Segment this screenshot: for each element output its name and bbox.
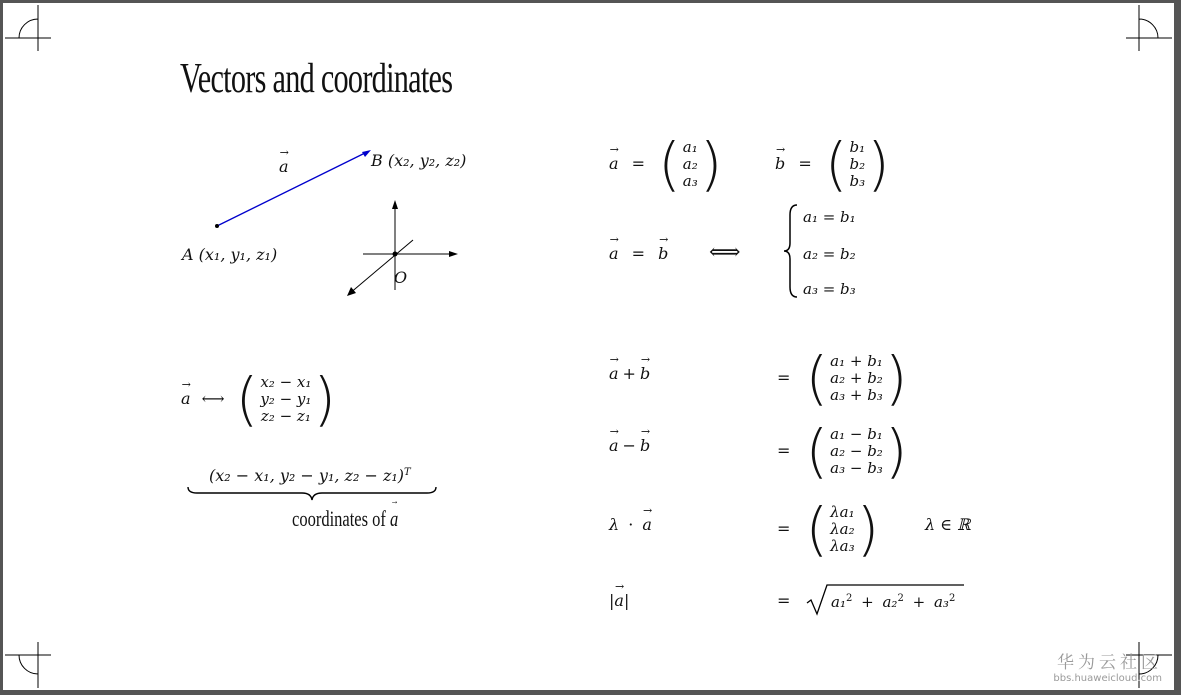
- a-entry-3: a₃: [682, 171, 698, 190]
- sq-3: 2: [948, 593, 956, 604]
- a-entry-2: a₂: [682, 154, 698, 173]
- equality-lhs: [609, 244, 668, 263]
- eq-sign: =: [631, 244, 646, 263]
- coords-transpose: [209, 466, 411, 485]
- vector-a-arrowhead: [362, 150, 371, 157]
- origin-dot: [393, 252, 398, 257]
- b-entry-2: b₂: [849, 154, 866, 173]
- b-entry-3: b₃: [849, 171, 866, 190]
- x-axis-arrowhead: [347, 287, 356, 296]
- sum-lhs: → a +→ b: [609, 364, 650, 383]
- eq-vec-b: → b: [658, 244, 668, 263]
- point-b-label: B (x₂, y₂, z₂): [371, 151, 467, 170]
- document-page: [3, 3, 1174, 690]
- diff-lhs: → a −→ b: [609, 436, 650, 455]
- case-1: a₁ = b₁: [803, 208, 856, 226]
- iff-symbol: ⟺: [709, 240, 741, 265]
- def-a-column: ( a₁ a₂ a₃ ): [658, 130, 723, 198]
- crop-mark-top-right: [1126, 5, 1172, 51]
- plus-1: +: [861, 593, 874, 611]
- def-b: [775, 130, 890, 198]
- a-entry-1: a₁: [682, 137, 698, 156]
- coords-entry-3: z₂ − z₁: [260, 406, 311, 425]
- z-axis-arrowhead: [392, 200, 398, 209]
- sum-entry-1: a₁ + b₁: [830, 351, 883, 370]
- case-2: a₂ = b₂: [803, 245, 856, 263]
- watermark: [1053, 648, 1162, 684]
- lambda-domain: λ ∈ ℝ: [925, 515, 971, 534]
- caption-vector: → a: [390, 506, 398, 532]
- def-b-eq: =: [798, 153, 812, 173]
- coords-column-vector: [235, 365, 337, 433]
- long-left-right-arrow: ⟷: [201, 388, 225, 408]
- coords-entry-1: x₂ − x₁: [260, 372, 312, 391]
- origin-label: O: [394, 268, 408, 287]
- scalar-eq: =: [777, 518, 791, 538]
- scalar-entry-2: λa₂: [830, 519, 855, 538]
- vector-a-line: [217, 152, 367, 226]
- underbrace: [187, 486, 437, 502]
- transpose-sup: T: [404, 467, 411, 478]
- def-a-vec: → a: [609, 154, 619, 173]
- point-a-dot: [215, 224, 219, 228]
- crop-mark-top-left: [5, 5, 51, 51]
- eq-vec-a: → a: [609, 244, 619, 263]
- crop-mark-bottom-left: [5, 642, 51, 688]
- coords-col: [258, 374, 313, 425]
- page-title: Vectors and coordinates: [180, 56, 453, 102]
- vector-a-label: → a: [279, 157, 289, 176]
- scalar-lhs: λ · → a: [609, 515, 652, 534]
- norm-term-1: a₁: [831, 593, 846, 611]
- sum-entry-3: a₃ + b₃: [830, 385, 883, 404]
- b-entry-1: b₁: [849, 137, 866, 156]
- norm-eq: =: [777, 591, 791, 610]
- diff-entry-3: a₃ − b₃: [830, 458, 883, 477]
- coords-entry-2: y₂ − y₁: [260, 389, 312, 408]
- diff-entry-1: a₁ − b₁: [830, 424, 883, 443]
- coords-lhs: → a: [181, 389, 191, 408]
- def-a: [609, 130, 723, 198]
- def-a-eq: =: [631, 153, 646, 173]
- sq-2: 2: [897, 593, 904, 604]
- coords-caption: [292, 506, 398, 532]
- point-a-label: A (x₁, y₁, z₁): [182, 245, 278, 264]
- cases-brace: [781, 203, 801, 299]
- case-3: a₃ = b₃: [803, 280, 856, 298]
- norm-term-2: a₂: [882, 593, 898, 611]
- scalar-column: ( λa₁ λa₂ λa₃ ): [805, 495, 880, 563]
- caption-text: coordinates of: [292, 506, 386, 531]
- diff-op: −: [622, 436, 636, 455]
- sum-eq: =: [777, 367, 791, 387]
- sq-1: 2: [845, 593, 853, 604]
- coords-tuple: (x₂ − x₁, y₂ − y₁, z₂ − z₁): [209, 466, 405, 485]
- norm-radicand: [831, 593, 955, 611]
- norm-lhs: |→ a|: [609, 591, 629, 610]
- def-b-vec: → b: [775, 154, 785, 173]
- sum-column: ( a₁ + b₁ a₂ + b₂ a₃ + b₃ ): [805, 344, 908, 412]
- scalar-lambda: λ: [609, 515, 620, 534]
- watermark-brand: 华为云社区: [1057, 653, 1162, 673]
- diff-column: ( a₁ − b₁ a₂ − b₂ a₃ − b₃ ): [805, 417, 908, 485]
- scalar-entry-1: λa₁: [830, 502, 855, 521]
- coords-equation: [181, 365, 337, 433]
- sum-op: +: [622, 364, 636, 383]
- def-b-column: ( b₁ b₂ b₃ ): [824, 130, 890, 198]
- scalar-entry-3: λa₃: [830, 536, 855, 555]
- diff-rhs: [777, 417, 908, 485]
- sum-rhs: [777, 344, 908, 412]
- paren-left: (: [235, 365, 259, 433]
- watermark-url: bbs.huaweicloud.com: [1053, 673, 1162, 684]
- diff-entry-2: a₂ − b₂: [830, 441, 883, 460]
- plus-2: +: [912, 593, 926, 611]
- paren-right: ): [313, 365, 337, 433]
- scalar-rhs: [777, 495, 880, 563]
- y-axis-arrowhead: [449, 251, 458, 257]
- norm-term-3: a₃: [933, 593, 949, 611]
- diff-eq: =: [777, 440, 791, 460]
- scalar-dot: ·: [628, 515, 634, 534]
- sum-entry-2: a₂ + b₂: [830, 368, 883, 387]
